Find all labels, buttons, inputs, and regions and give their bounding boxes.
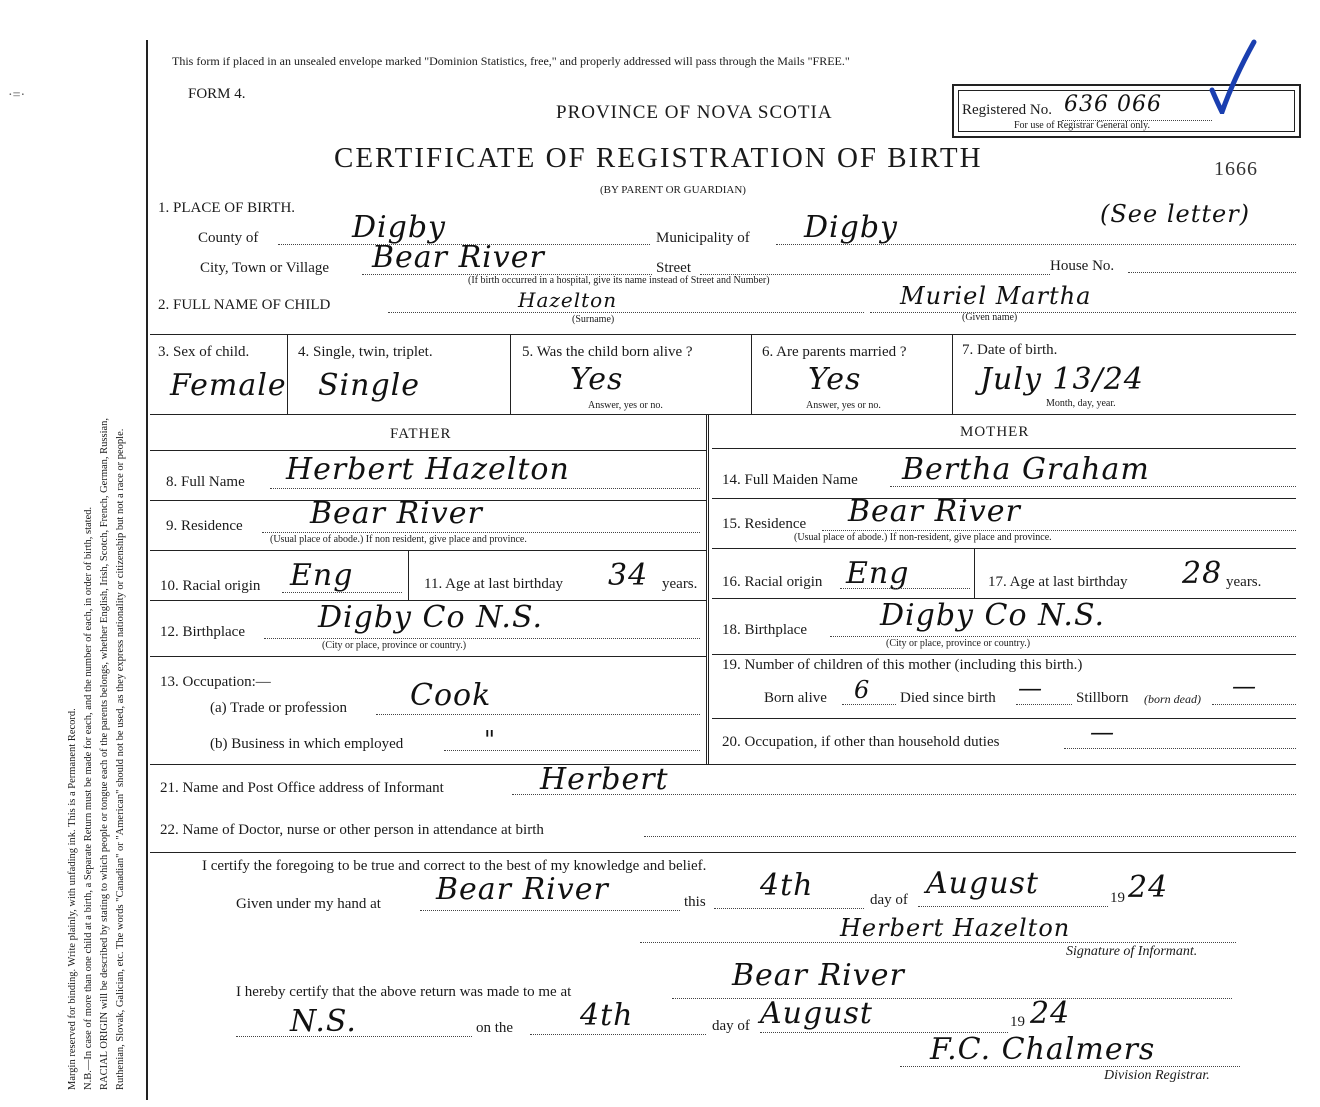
married-caption: Answer, yes or no. [806,400,881,411]
county-label: County of [198,230,259,246]
father-heading: FATHER [390,426,452,442]
father-age-unit: years. [662,576,698,592]
made-year-prefix: 19 [1010,1014,1025,1030]
registrar-signature: F.C. Chalmers [930,1032,1156,1067]
multiplicity-value: Single [318,368,421,403]
father-age-value: 34 [608,558,649,593]
made-day: 4th [580,998,634,1033]
mother-racial-value: Eng [846,556,910,591]
page-title: CERTIFICATE OF REGISTRATION OF BIRTH [334,142,983,174]
married-label: 6. Are parents married ? [762,344,907,360]
margin-line-3: RACIAL ORIGIN will be described by stating to which people or tongue each of the parents belongs, whether English, Irish, Scotch, French, German, Russian, [99,417,110,1090]
dob-caption: Month, day, year. [1046,398,1116,409]
mother-occupation-label: 20. Occupation, if other than household duties [722,734,1000,750]
mother-name-value: Bertha Graham [902,452,1150,487]
reg-number: 636 066 [1064,92,1162,117]
given-year: 24 [1128,870,1169,905]
mother-residence-label: 15. Residence [722,516,807,532]
signature-caption: Signature of Informant. [1066,944,1198,959]
this-label: this [684,894,706,910]
given-day: 4th [760,868,814,903]
married-value: Yes [808,362,862,397]
born-alive-value: Yes [570,362,624,397]
city-value: Bear River [372,240,545,275]
made-place: Bear River [732,958,905,993]
died-value: — [1018,674,1043,702]
made-year: 24 [1030,996,1071,1031]
father-birthplace-label: 12. Birthplace [160,624,245,640]
mother-children-label: 19. Number of children of this mother (including this birth.) [722,657,1083,673]
mother-heading: MOTHER [960,424,1030,440]
sex-label: 3. Sex of child. [158,344,250,360]
mother-age-unit: years. [1226,574,1262,590]
house-label: House No. [1050,258,1115,274]
registrar-caption: Division Registrar. [1104,1068,1210,1083]
child-name-label: 2. FULL NAME OF CHILD [158,297,331,313]
father-birthplace-caption: (City or place, province or country.) [322,640,467,651]
father-residence-value: Bear River [310,496,483,531]
page-subtitle: (BY PARENT OR GUARDIAN) [600,184,746,196]
made-province: N.S. [290,1004,357,1039]
form-number: FORM 4. [188,86,246,102]
father-trade-label: (a) Trade or profession [210,700,348,716]
mother-birthplace-caption: (City or place, province or country.) [886,638,1031,649]
mother-name-label: 14. Full Maiden Name [722,472,858,488]
mother-birthplace-value: Digby Co N.S. [880,598,1105,633]
see-letter-note: (See letter) [1100,200,1251,228]
day-of-label: day of [870,892,908,908]
stillborn-caption: (born dead) [1144,692,1201,706]
sex-value: Female [170,368,287,403]
postal-notice: This form if placed in an unsealed envelope marked "Dominion Statistics, free," and properly addressed will pass through the Mails "FREE." [172,54,850,68]
mother-age-value: 28 [1182,556,1223,591]
mother-birthplace-label: 18. Birthplace [722,622,807,638]
father-age-label: 11. Age at last birthday [424,576,563,592]
father-business-label: (b) Business in which employed [210,736,404,752]
died-label: Died since birth [900,690,996,706]
mother-residence-caption: (Usual place of abode.) If non-resident, give place and province. [794,532,1052,543]
municipality-label: Municipality of [656,230,750,246]
informant-value: Herbert [540,762,669,797]
stillborn-value: — [1232,672,1257,700]
doctor-label: 22. Name of Doctor, nurse or other person in attendance at birth [160,822,544,838]
mother-occupation-value: — [1090,718,1115,746]
given-month: August [926,866,1039,901]
county-value: Digby [352,210,447,245]
certify-text: I certify the foregoing to be true and correct to the best of my knowledge and belief. [202,858,707,874]
given-label: Given under my hand at [236,896,381,912]
mother-age-label: 17. Age at last birthday [988,574,1128,590]
mother-racial-label: 16. Racial origin [722,574,823,590]
made-month: August [760,996,873,1031]
hospital-note: (If birth occurred in a hospital, give its name instead of Street and Number) [468,275,770,286]
father-occupation-label: 13. Occupation:— [160,674,271,690]
reg-label: Registered No. [962,102,1052,118]
given-caption: (Given name) [962,312,1018,323]
margin-instructions [62,30,142,1100]
multiplicity-label: 4. Single, twin, triplet. [298,344,433,360]
place-of-birth-label: 1. PLACE OF BIRTH. [158,200,296,216]
informant-label: 21. Name and Post Office address of Informant [160,780,444,796]
corner-number: 1666 [1214,158,1258,180]
father-trade-value: Cook [410,678,492,713]
father-racial-value: Eng [290,558,354,593]
city-label: City, Town or Village [200,260,330,276]
margin-rule [146,40,148,1100]
father-name-value: Herbert Hazelton [286,452,570,487]
reg-note: For use of Registrar General only. [1014,120,1150,131]
hereby-text: I hereby certify that the above return was made to me at [236,984,572,1000]
informant-signature: Herbert Hazelton [840,914,1071,942]
dob-value: July 13/24 [980,362,1144,397]
on-the-label: on the [476,1020,514,1036]
father-residence-label: 9. Residence [166,518,243,534]
born-alive-count-label: Born alive [764,690,827,706]
born-alive-label: 5. Was the child born alive ? [522,344,693,360]
mother-residence-value: Bear River [848,494,1021,529]
given-place: Bear River [436,872,609,907]
father-business-value: " [484,726,497,754]
father-name-label: 8. Full Name [166,474,245,490]
child-given-value: Muriel Martha [900,282,1092,310]
father-racial-label: 10. Racial origin [160,578,261,594]
made-day-of-label: day of [712,1018,750,1034]
born-alive-count-value: 6 [854,676,871,704]
margin-line-2: N.B.—In case of more than one child at a birth, a Separate Return must be made for each, and the number of each, in order of birth, stated. [83,506,94,1090]
surname-caption: (Surname) [572,314,615,325]
margin-line-1: Margin reserved for binding. Write plainly, with unfading ink. This is a Permanent Record. [67,708,78,1090]
checkmark-icon [1208,38,1258,114]
stillborn-label: Stillborn [1076,690,1129,706]
father-birthplace-value: Digby Co N.S. [318,600,543,635]
punch-mark: ·=· [8,88,26,103]
father-residence-caption: (Usual place of abode.) If non resident, give place and province. [270,534,527,545]
born-alive-caption: Answer, yes or no. [588,400,663,411]
year-prefix: 19 [1110,890,1125,906]
municipality-value: Digby [804,210,899,245]
child-surname-value: Hazelton [518,288,618,312]
margin-line-4: Ruthenian, Slovak, Galician, etc. The words "Canadian" or "American" should not be used, as they express nationality or citizenship but not a race or people. [115,428,126,1090]
dob-label: 7. Date of birth. [962,342,1058,358]
street-label: Street [656,260,691,276]
province-heading: PROVINCE OF NOVA SCOTIA [556,102,833,123]
